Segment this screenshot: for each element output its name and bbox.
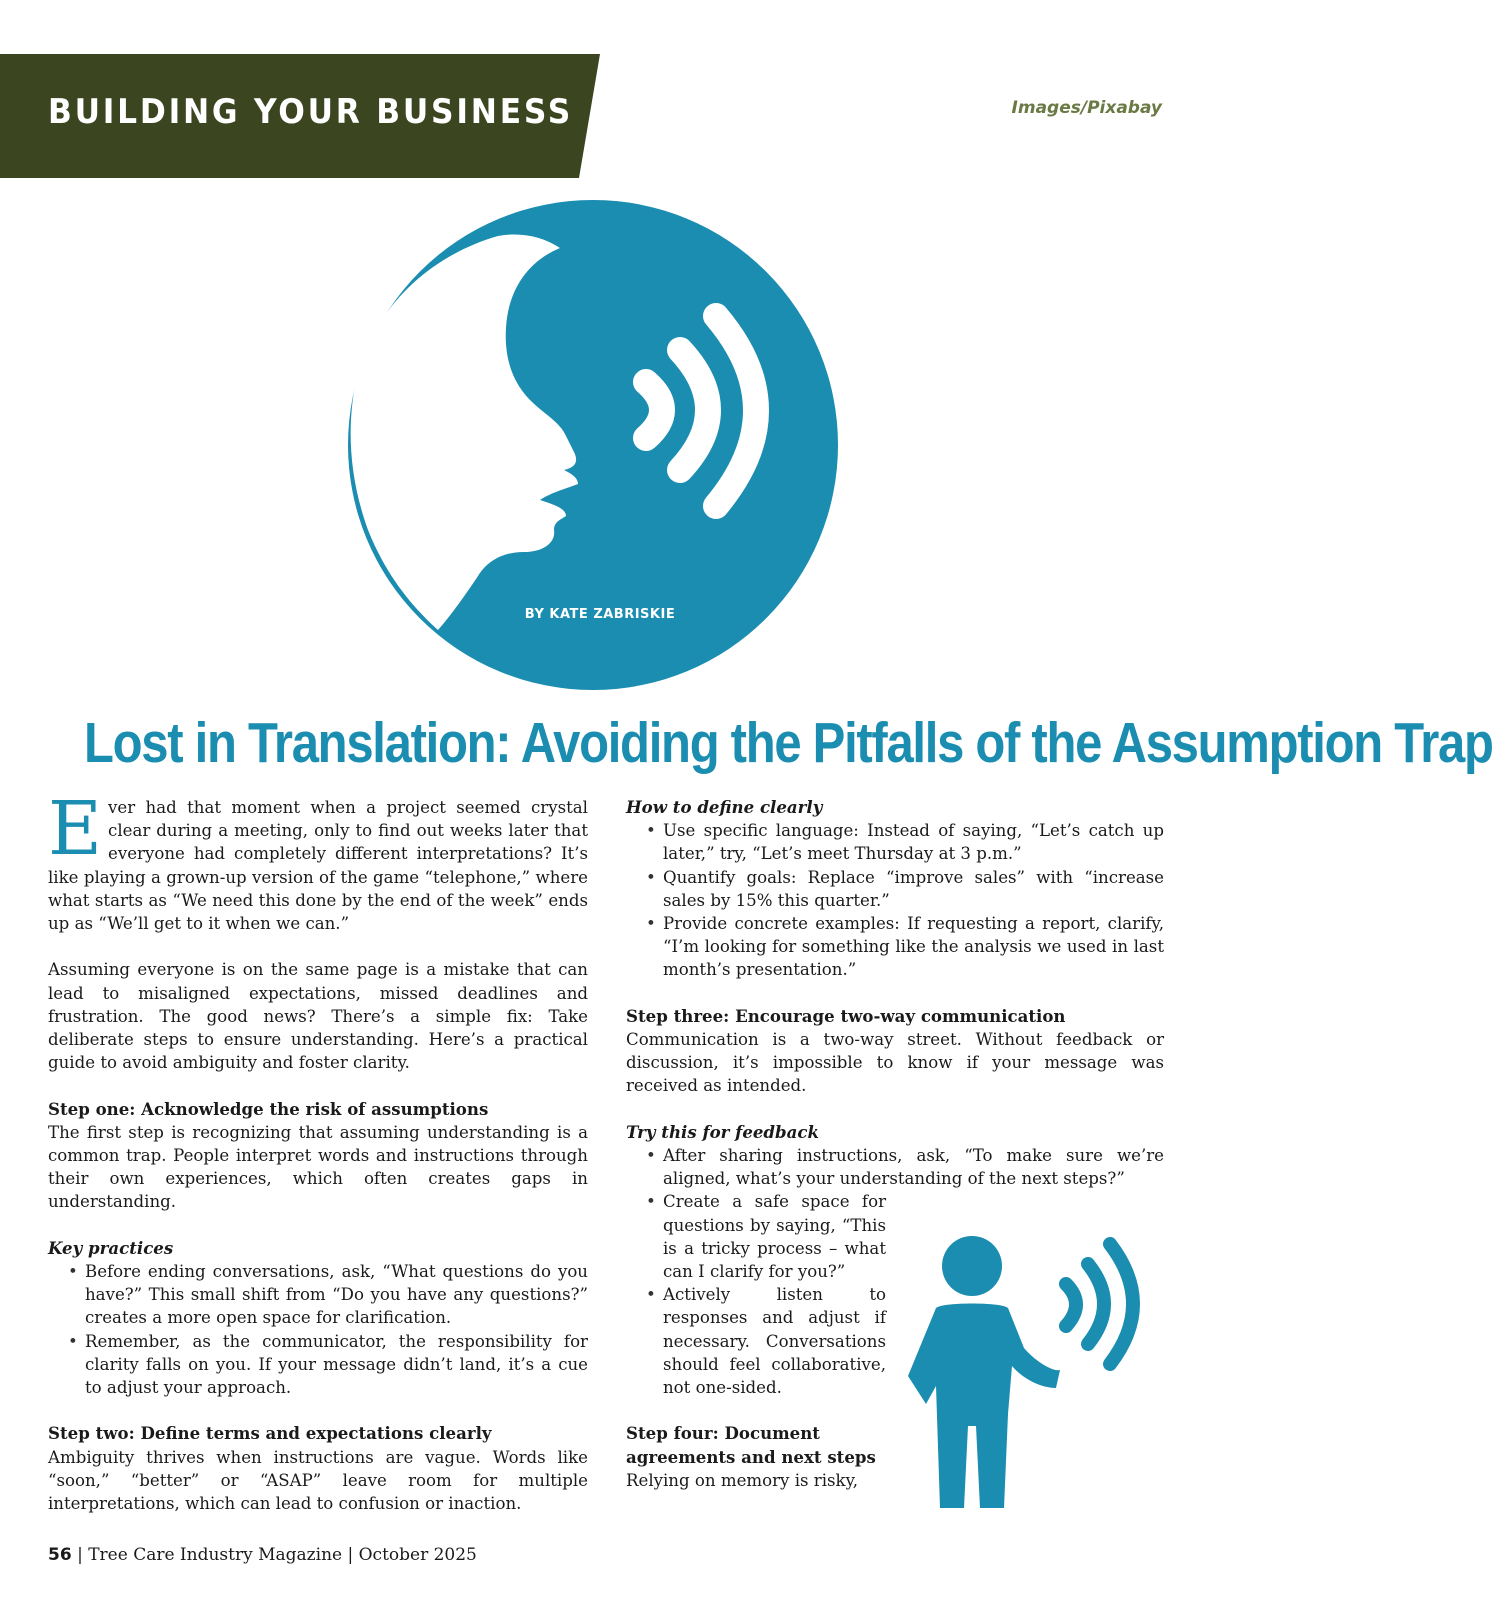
step-one-body: The first step is recognizing that assuming understanding is a common trap. People interpret words and instructions through their own experiences, which often creates gaps in understanding. [48,1122,588,1212]
list-item: • Remember, as the communicator, the responsibility for clarity falls on you. If your message didn’t land, it’s a cue to adjust your approach. [48,1330,588,1400]
article-title: Lost in Translation: Avoiding the Pitfalls of the Assumption Trap [84,711,1493,775]
key-practices-heading: Key practices [48,1237,174,1258]
sound-wave-medium [1088,1264,1104,1344]
list-item: • Provide concrete examples: If requesting a report, clarify, “I’m looking for something like the analysis we used in last month’s presentation.” [626,912,1164,982]
step-one-heading: Step one: Acknowledge the risk of assumptions [48,1098,489,1119]
person-body [908,1304,1060,1509]
drop-cap: E [48,786,103,872]
key-practices-list [48,1260,588,1399]
list-item: • Create a safe space for questions by saying, “This is a tricky process – what can I clarify for you?” [626,1190,886,1283]
page-number: 56 [48,1545,72,1565]
intro-paragraph [48,786,588,935]
section-title: BUILDING YOUR BUSINESS [48,92,573,132]
list-item: • After sharing instructions, ask, “To make sure we’re aligned, what’s your understanding of the next steps?” [626,1144,1164,1190]
list-item: • Use specific language: Instead of saying, “Let’s catch up later,” try, “Let’s meet Thursday at 3 p.m.” [626,819,1164,865]
define-clearly-list [626,819,1164,981]
left-column [48,786,588,1515]
feedback-list-narrow [626,1190,886,1399]
step-three-body: Communication is a two-way street. Without feedback or discussion, it’s impossible to know if your message was received as intended. [626,1030,1164,1096]
intro-text: ver had that moment when a project seemed crystal clear during a meeting, only to find out weeks later that everyone had completely different interpretations? It’s like playing a grown-up version of the game “telephone,” where what starts as “We need this done by the end of the week” ends up as “We’ll get to it when we can.” [48,798,588,934]
paragraph-2: Assuming everyone is on the same page is a mistake that can lead to misaligned expectations, missed deadlines and frustration. The good news? There’s a simple fix: Take deliberate steps to ensure understanding. Here’s a practical guide to avoid ambiguity and foster clarity. [48,960,588,1073]
list-item: • Before ending conversations, ask, “What questions do you have?” This small shift from “Do you have any questions?” creates a more open space for clarification. [48,1260,588,1330]
person-head [942,1236,1002,1296]
page-footer [48,1545,477,1565]
define-clearly-heading: How to define clearly [626,797,823,817]
list-item: • Actively listen to responses and adjust if necessary. Conversations should feel collaborative, not one-sided. [626,1283,886,1399]
publication-line: | Tree Care Industry Magazine | October 2025 [71,1545,477,1565]
image-credit: Images/Pixabay [1011,98,1162,118]
person-speaking-icon [906,1236,1172,1516]
step-four-heading: Step four: Document agreements and next steps [626,1423,876,1467]
sound-wave-small [1066,1284,1076,1326]
step-two-body: Ambiguity thrives when instructions are vague. Words like “soon,” “better” or “ASAP” leave room for multiple interpretations, which can lead to confusion or inaction. [48,1447,588,1514]
step-four-body: Relying on memory is risky, [626,1470,859,1490]
list-item: • Quantify goals: Replace “improve sales” with “increase sales by 15% this quarter.” [626,866,1164,912]
feedback-list [626,1144,1164,1190]
feedback-heading: Try this for feedback [626,1121,819,1142]
step-two-heading: Step two: Define terms and expectations clearly [48,1423,492,1444]
sound-wave-large [1110,1244,1133,1364]
speaking-head-icon [328,200,858,700]
step-three-heading: Step three: Encourage two-way communication [626,1005,1066,1026]
byline: BY KATE ZABRISKIE [524,607,676,622]
